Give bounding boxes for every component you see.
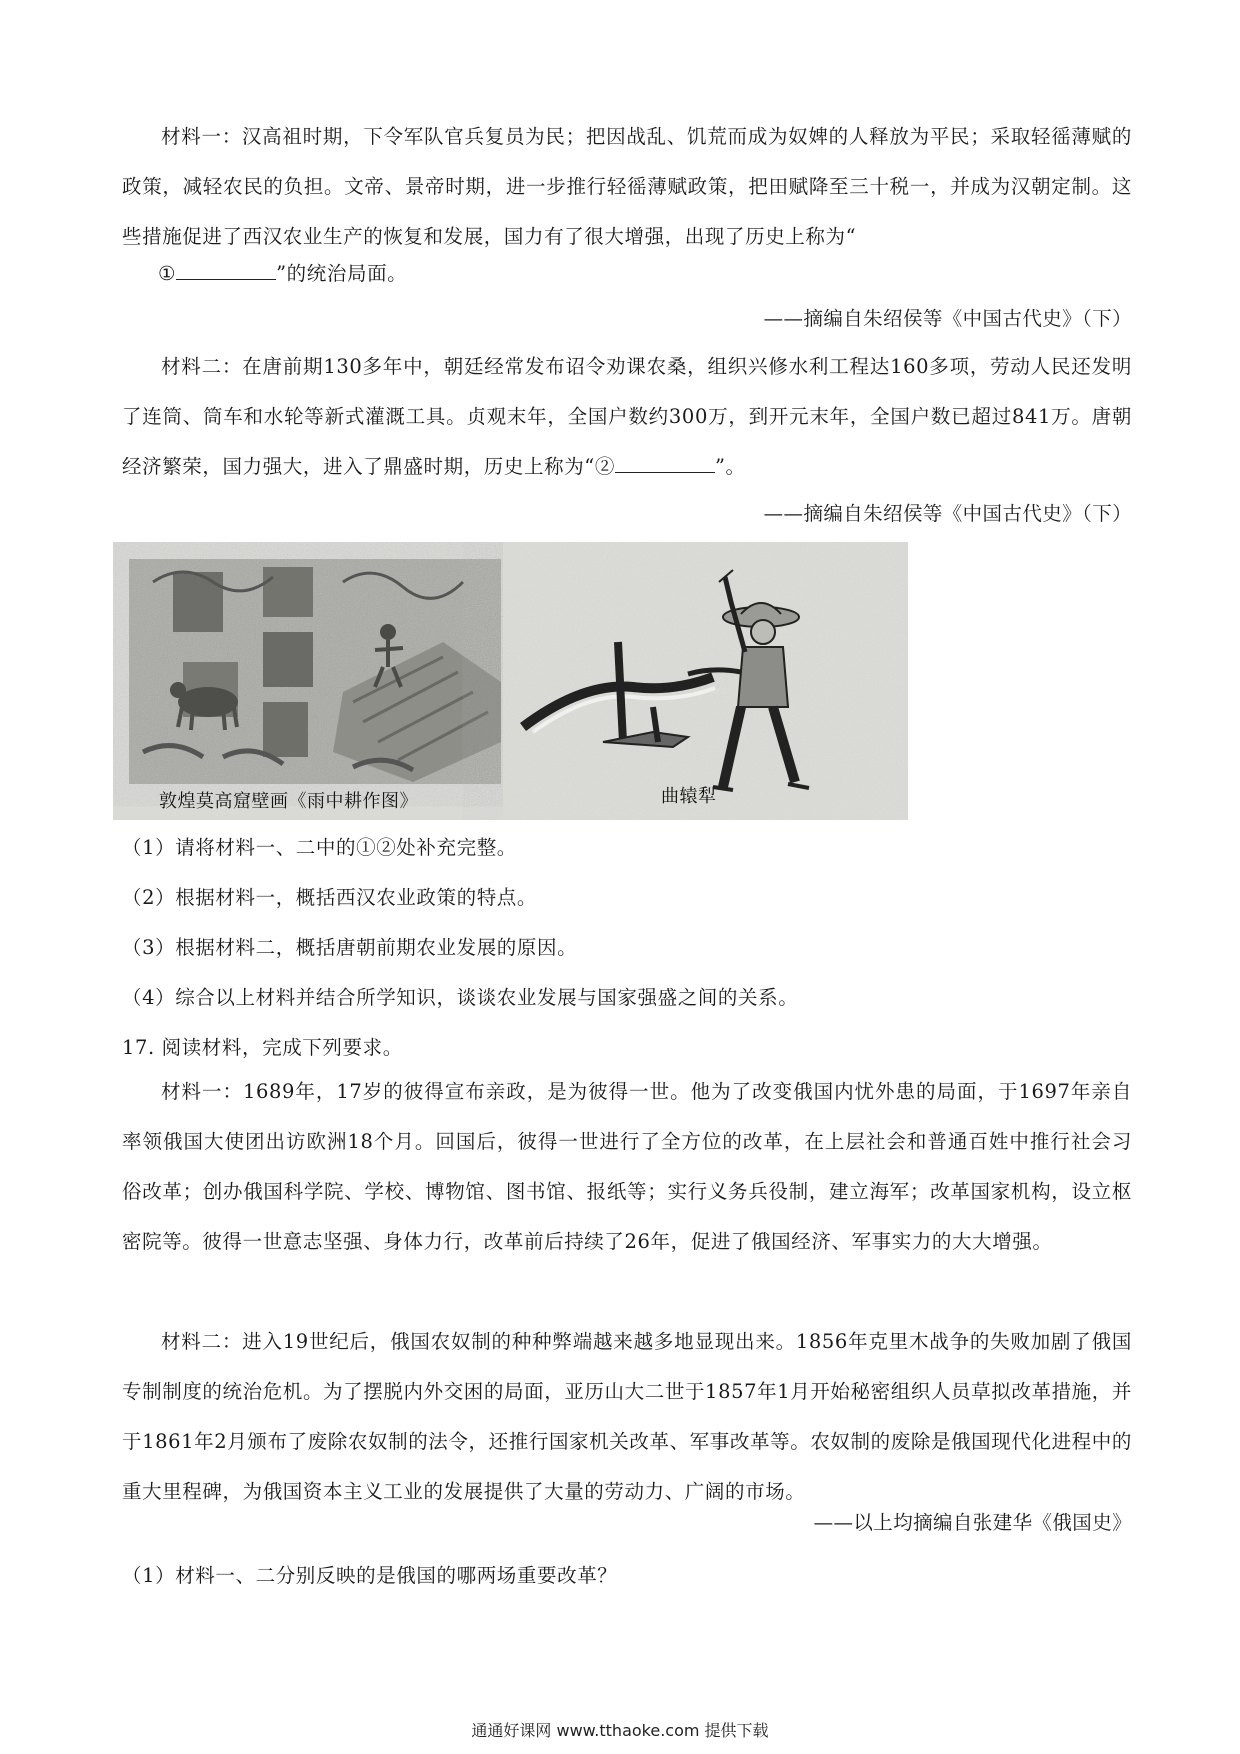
mural-caption: 敦煌莫高窟壁画《雨中耕作图》 [159, 791, 418, 812]
material-2-paragraph [122, 342, 1132, 492]
material-1-text: 材料一：汉高祖时期，下令军队官兵复员为民；把因战乱、饥荒而成为奴婢的人释放为平民；采取轻徭薄赋的政策，减轻农民的负担。文帝、景帝时期，进一步推行轻徭薄赋政策，把田赋降至三十税一，并成为汉朝定制。这些措施促进了西汉农业生产的恢复和发展，国力有了很大增强，出现了历史上称为“ [122, 125, 1132, 248]
material-1-paragraph [122, 112, 1132, 262]
question-17-heading: 17. 阅读材料，完成下列要求。 [122, 1036, 403, 1059]
question-17-1: （1）材料一、二分别反映的是俄国的哪两场重要改革？ [122, 1564, 618, 1587]
answer-blank-1[interactable] [176, 261, 276, 280]
question-16-3: （3）根据材料二，概括唐朝前期农业发展的原因。 [122, 936, 578, 959]
q17-material-1: 材料一：1689年，17岁的彼得宣布亲政，是为彼得一世。他为了改变俄国内忧外患的局面，于1697年亲自率领俄国大使团出访欧洲18个月。回国后，彼得一世进行了全方位的改革，在上层社会和普通百姓中推行社会习俗改革；创办俄国科学院、学校、博物馆、图书馆、报纸等；实行义务兵役制，建立海军；改革国家机构，设立枢密院等。彼得一世意志坚强、身体力行，改革前后持续了26年，促进了俄国经济、军事实力的大大增强。 [122, 1080, 1132, 1253]
mural-image [129, 559, 501, 784]
answer-blank-2[interactable] [615, 454, 715, 473]
material-1-source: ——摘编自朱绍侯等《中国古代史》（下） [763, 307, 1132, 330]
question-16-4: （4）综合以上材料并结合所学知识，谈谈农业发展与国家强盛之间的关系。 [122, 986, 799, 1009]
plough-caption: 曲辕犁 [661, 786, 717, 807]
material-2-source: ——摘编自朱绍侯等《中国古代史》（下） [763, 502, 1132, 525]
blank-suffix-1: ”的统治局面。 [276, 262, 408, 285]
page-footer: 通通好课网 www.tthaoke.com 提供下载 [471, 1721, 769, 1740]
blank-suffix-2: ”。 [714, 455, 746, 478]
figure-illustration [113, 542, 908, 820]
figure-images [113, 542, 908, 820]
blank-marker-1: ① [158, 262, 177, 285]
curved-plough-image [503, 542, 908, 820]
material-2-text: 材料二：在唐前期130多年中，朝廷经常发布诏令劝课农桑，组织兴修水利工程达160多项，劳动人民还发明了连筒、筒车和水轮等新式灌溉工具。贞观末年，全国户数约300万，到开元末年，全国户数已超过841万。唐朝经济繁荣，国力强大，进入了鼎盛时期，历史上称为“② [122, 355, 1132, 478]
q17-material-2: 材料二：进入19世纪后，俄国农奴制的种种弊端越来越多地显现出来。1856年克里木战争的失败加剧了俄国专制制度的统治危机。为了摆脱内外交困的局面，亚历山大二世于1857年1月开始秘密组织人员草拟改革措施，并于1861年2月颁布了废除农奴制的法令，还推行国家机关改革、军事改革等。农奴制的废除是俄国现代化进程中的重大里程碑，为俄国资本主义工业的发展提供了大量的劳动力、广阔的市场。 [122, 1330, 1132, 1503]
question-16-1: （1）请将材料一、二中的①②处补充完整。 [122, 836, 517, 859]
q17-material-source: ——以上均摘编自张建华《俄国史》 [813, 1511, 1132, 1534]
material-1-blank-line [158, 258, 407, 286]
question-16-2: （2）根据材料一，概括西汉农业政策的特点。 [122, 886, 538, 909]
